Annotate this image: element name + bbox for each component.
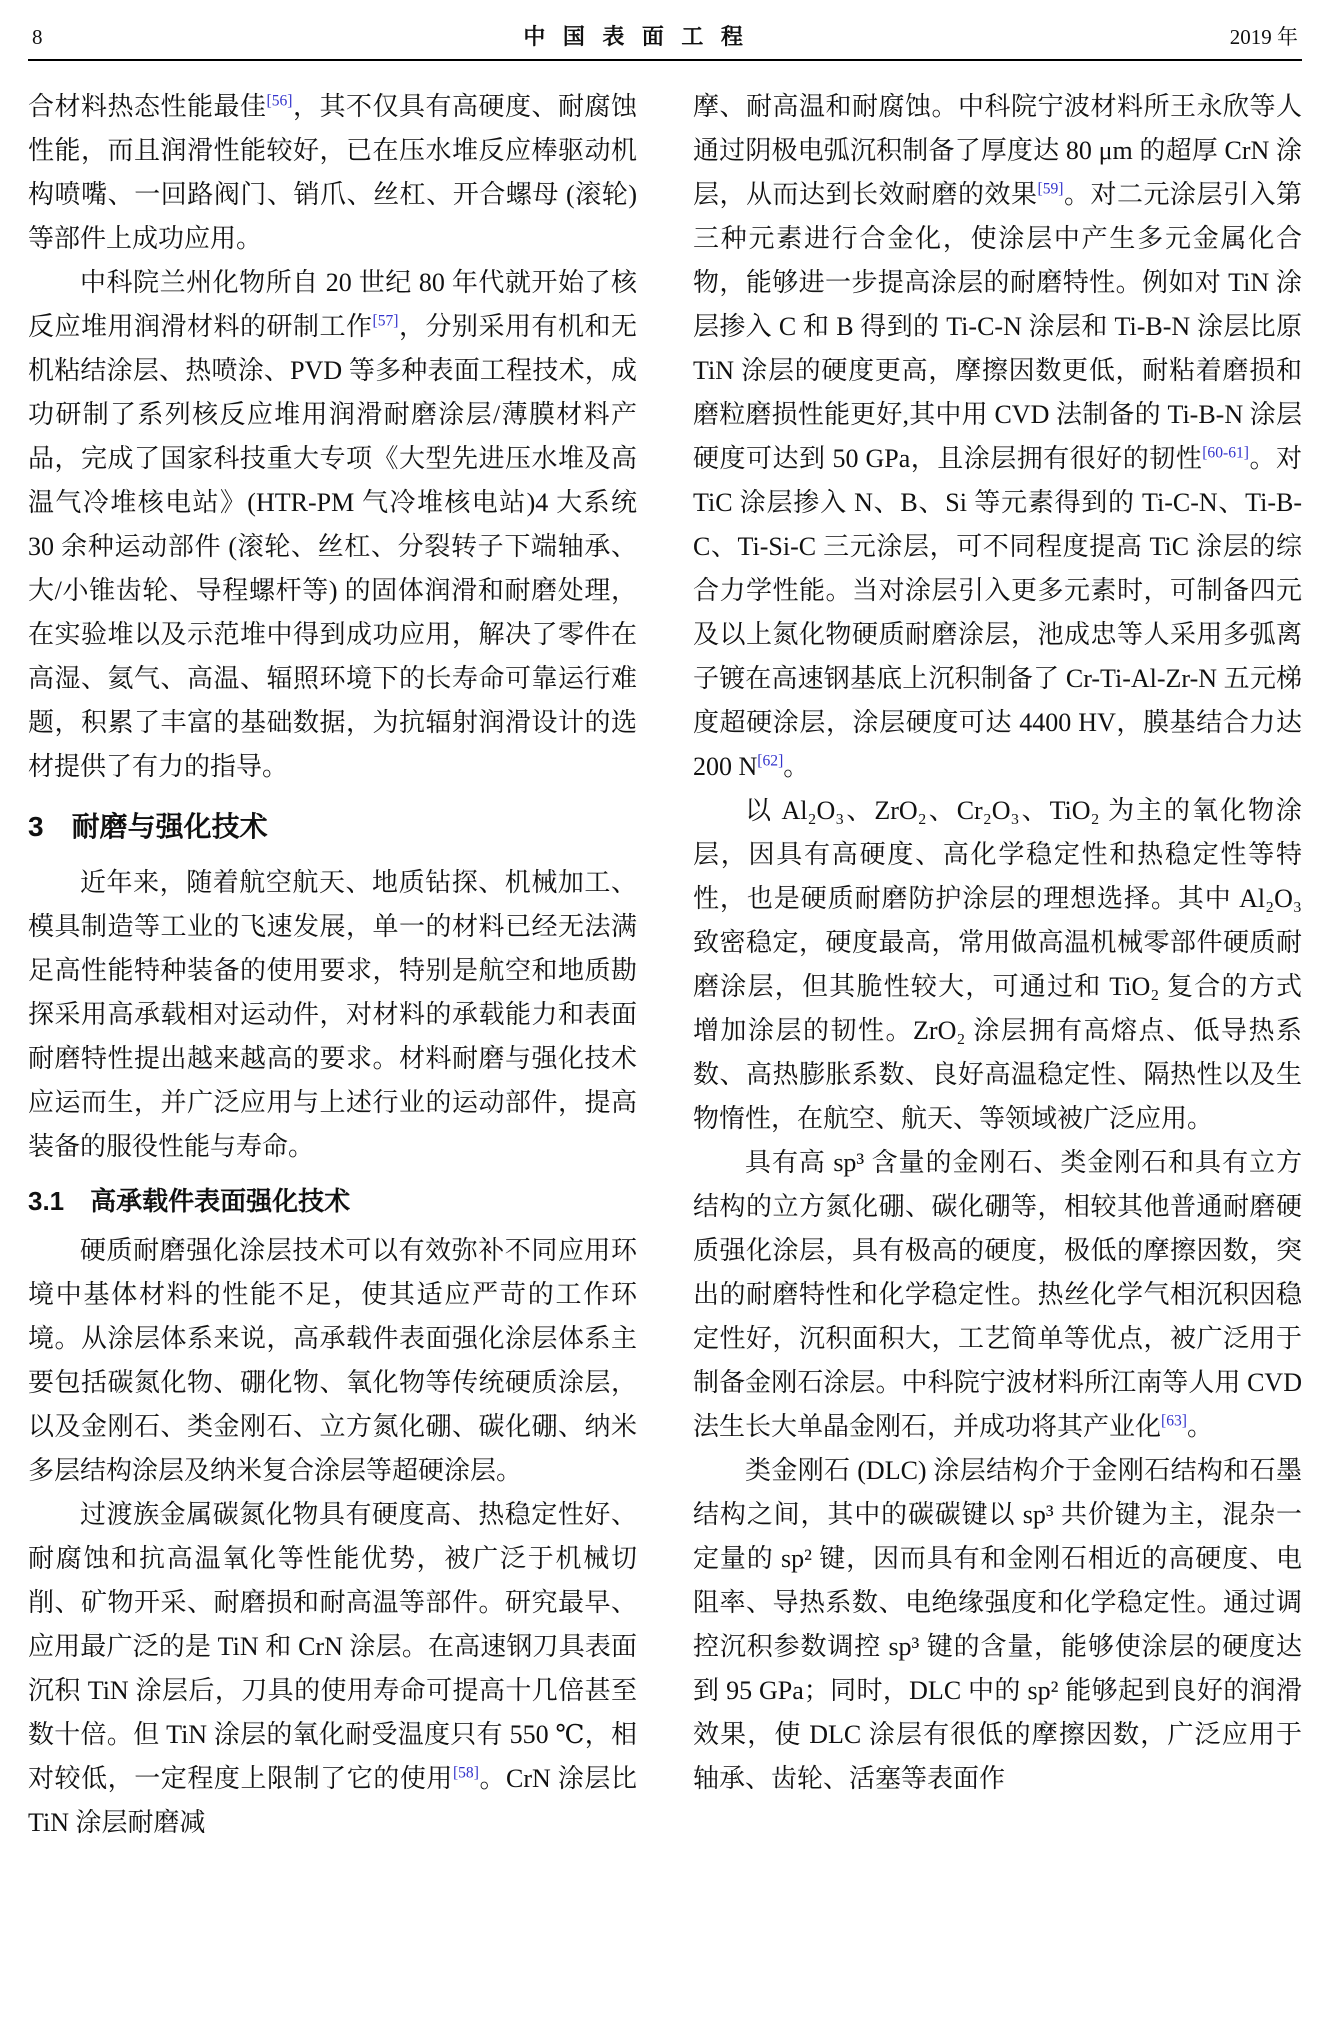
paragraph: 具有高 sp³ 含量的金刚石、类金刚石和具有立方结构的立方氮化硼、碳化硼等，相较其他普通耐磨硬质强化涂层，具有极高的硬度，极低的摩擦因数，突出的耐磨特性和化学稳定性。热丝化学气相沉积因稳定性好，沉积面积大，工艺简单等优点，被广泛用于制备金刚石涂层。中科院宁波材料所江南等人用 CVD 法生长大单晶金刚石，并成功将其产业化[63]。	[693, 1148, 1302, 1441]
subsection-heading: 3.1 高承载件表面强化技术	[28, 1186, 351, 1216]
header-rule	[28, 59, 1302, 61]
section-heading: 3 耐磨与强化技术	[28, 811, 268, 842]
page-header	[28, 20, 1302, 59]
paragraph: 摩、耐高温和耐腐蚀。中科院宁波材料所王永欣等人通过阴极电弧沉积制备了厚度达 80 μm 的超厚 CrN 涂层，从而达到长效耐磨的效果[59]。对二元涂层引入第三种元素进行合金化，使涂层中产生多元金属化合物，能够进一步提高涂层的耐磨特性。例如对 TiN 涂层掺入 C 和 B 得到的 Ti-C-N 涂层和 Ti-B-N 涂层比原 TiN 涂层的硬度更高，摩擦因数更低，耐粘着磨损和磨粒磨损性能更好,其中用 CVD 法制备的 Ti-B-N 涂层硬度可达到 50 GPa，且涂层拥有很好的韧性[60-61]。对 TiC 涂层掺入 N、B、Si 等元素得到的 Ti-C-N、Ti-B-C、Ti-Si-C 三元涂层，可不同程度提高 TiC 涂层的综合力学性能。当对涂层引入更多元素时，可制备四元及以上氮化物硬质耐磨涂层，池成忠等人采用多弧离子镀在高速钢基底上沉积制备了 Cr-Ti-Al-Zr-N 五元梯度超硬涂层，涂层硬度可达 4400 HV，膜基结合力达 200 N[62]。	[693, 92, 1302, 781]
citation-ref: [63]	[1161, 1412, 1187, 1430]
citation-ref: [57]	[372, 312, 399, 330]
paragraph: 近年来，随着航空航天、地质钻探、机械加工、模具制造等工业的飞速发展，单一的材料已经无法满足高性能特种装备的使用要求，特别是航空和地质勘探采用高承载相对运动件，对材料的承载能力和表面耐磨特性提出越来越高的要求。材料耐磨与强化技术应运而生，并广泛应用与上述行业的运动部件，提高装备的服役性能与寿命。	[28, 868, 637, 1161]
left-column	[28, 85, 637, 1845]
citation-ref: [59]	[1037, 180, 1064, 198]
citation-ref: [56]	[266, 92, 293, 110]
paragraph: 以 Al₂O₃、ZrO₂、Cr₂O₃、TiO₂ 为主的氧化物涂层，因具有高硬度、高化学稳定性和热稳定性等特性，也是硬质耐磨防护涂层的理想选择。其中 Al₂O₃ 致密稳定，硬度最高，常用做高温机械零部件硬质耐磨涂层，但其脆性较大，可通过和 TiO₂ 复合的方式增加涂层的韧性。ZrO₂ 涂层拥有高熔点、低导热系数、高热膨胀系数、良好高温稳定性、隔热性以及生物惰性，在航空、航天、等领域被广泛应用。	[693, 796, 1302, 1133]
page-number: 8	[32, 25, 43, 49]
citation-ref: [60-61]	[1202, 444, 1249, 462]
journal-title: 中 国 表 面 工 程	[523, 24, 749, 49]
issue-year: 2019 年	[1229, 25, 1298, 49]
paragraph: 合材料热态性能最佳[56]，其不仅具有高硬度、耐腐蚀性能，而且润滑性能较好，已在压水堆反应棒驱动机构喷嘴、一回路阀门、销爪、丝杠、开合螺母 (滚轮) 等部件上成功应用。	[28, 92, 637, 253]
paragraph: 中科院兰州化物所自 20 世纪 80 年代就开始了核反应堆用润滑材料的研制工作[57]，分别采用有机和无机粘结涂层、热喷涂、PVD 等多种表面工程技术，成功研制了系列核反应堆用润滑耐磨涂层/薄膜材料产品，完成了国家科技重大专项《大型先进压水堆及高温气冷堆核电站》(HTR-PM 气冷堆核电站)4 大系统 30 余种运动部件 (滚轮、丝杠、分裂转子下端轴承、大/小锥齿轮、导程螺杆等) 的固体润滑和耐磨处理，在实验堆以及示范堆中得到成功应用，解决了零件在高湿、氦气、高温、辐照环境下的长寿命可靠运行难题，积累了丰富的基础数据，为抗辐射润滑设计的选材提供了有力的指导。	[28, 268, 637, 781]
citation-ref: [58]	[452, 1764, 479, 1782]
citation-ref: [62]	[757, 752, 784, 770]
article-body	[28, 85, 1302, 1845]
right-column	[693, 85, 1302, 1845]
paragraph: 过渡族金属碳氮化物具有硬度高、热稳定性好、耐腐蚀和抗高温氧化等性能优势，被广泛于机械切削、矿物开采、耐磨损和耐高温等部件。研究最早、应用最广泛的是 TiN 和 CrN 涂层。在高速钢刀具表面沉积 TiN 涂层后，刀具的使用寿命可提高十几倍甚至数十倍。但 TiN 涂层的氧化耐受温度只有 550 ℃，相对较低，一定程度上限制了它的使用[58]。CrN 涂层比 TiN 涂层耐磨减	[28, 1500, 637, 1837]
paragraph: 类金刚石 (DLC) 涂层结构介于金刚石结构和石墨结构之间，其中的碳碳键以 sp³ 共价键为主，混杂一定量的 sp² 键，因而具有和金刚石相近的高硬度、电阻率、导热系数、电绝缘强度和化学稳定性。通过调控沉积参数调控 sp³ 键的含量，能够使涂层的硬度达到 95 GPa；同时，DLC 中的 sp² 能够起到良好的润滑效果，使 DLC 涂层有很低的摩擦因数，广泛应用于轴承、齿轮、活塞等表面作	[693, 1456, 1302, 1793]
paragraph: 硬质耐磨强化涂层技术可以有效弥补不同应用环境中基体材料的性能不足，使其适应严苛的工作环境。从涂层体系来说，高承载件表面强化涂层体系主要包括碳氮化物、硼化物、氧化物等传统硬质涂层，以及金刚石、类金刚石、立方氮化硼、碳化硼、纳米多层结构涂层及纳米复合涂层等超硬涂层。	[28, 1236, 637, 1485]
